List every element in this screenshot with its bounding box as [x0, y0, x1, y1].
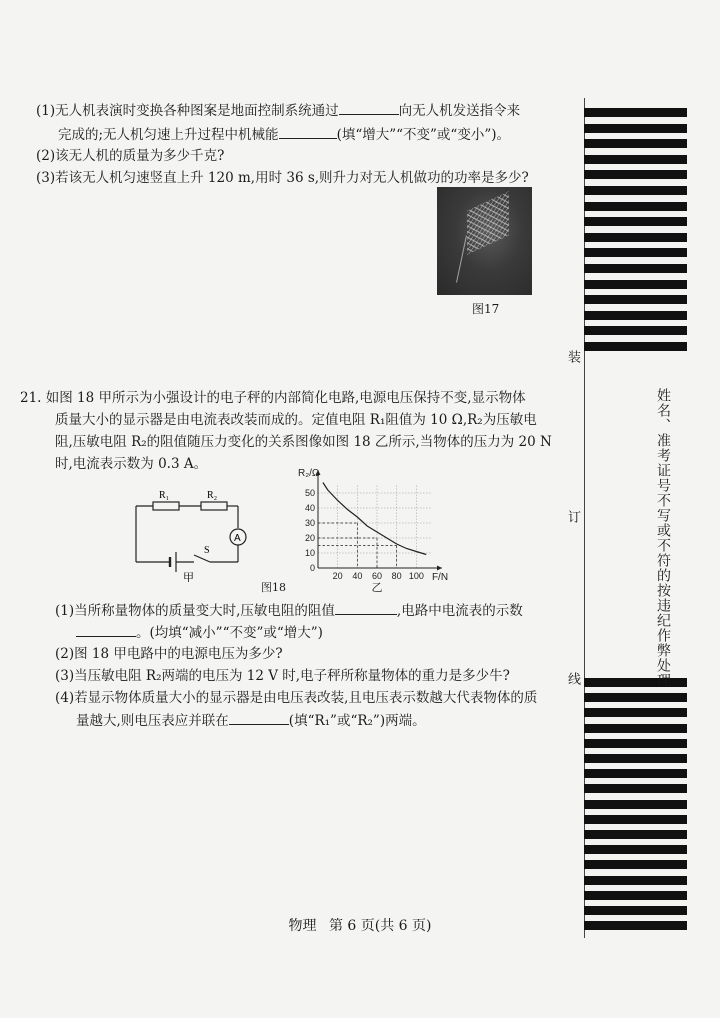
answer-blank[interactable] — [335, 600, 397, 615]
q21-stem-line4: 时,电流表示数为 0.3 A。 — [55, 456, 208, 472]
binding-stripe — [584, 139, 687, 148]
binding-notice: 姓名、准考证号不写或不符的按违纪作弊处理 — [655, 388, 671, 688]
binding-stripe — [584, 708, 687, 717]
answer-blank[interactable] — [76, 622, 136, 637]
binding-stripe — [584, 248, 687, 257]
x-tick-label: 100 — [408, 571, 424, 581]
q20-part1-line1: (1)无人机表演时变换各种图案是地面控制系统通过 向无人机发送指令来 — [36, 100, 520, 121]
binding-stripe — [584, 217, 687, 226]
binding-stripe — [584, 233, 687, 242]
q21-part1-line2: 。(均填“减小”“不变”或“增大”) — [76, 622, 323, 643]
answer-blank[interactable] — [279, 124, 337, 139]
q20-part2: (2)该无人机的质量为多少千克? — [36, 148, 225, 164]
y-tick-label: 40 — [304, 503, 315, 513]
binding-stripe — [584, 264, 687, 273]
binding-stripe — [584, 693, 687, 702]
binding-stripe — [584, 906, 687, 915]
figure-18-caption: 图18 — [261, 581, 286, 594]
switch-lever — [194, 555, 210, 562]
binding-stripe — [584, 124, 687, 133]
x-axis-label: F/N — [431, 572, 449, 583]
answer-blank[interactable] — [229, 710, 289, 725]
q21-stem-line2: 质量大小的显示器是由电流表改装而成的。定值电阻 R₁阻值为 10 Ω,R₂为压敏电 — [55, 412, 537, 428]
q20-part1-line2: 完成的;无人机匀速上升过程中机械能 (填“增大”“不变”或“变小”)。 — [58, 124, 510, 145]
binding-stripe — [584, 280, 687, 289]
binding-stripe — [584, 921, 687, 930]
binding-stripe — [584, 769, 687, 778]
x-tick-label: 40 — [352, 571, 363, 581]
binding-stripe — [584, 186, 687, 195]
binding-stripe — [584, 311, 687, 320]
figure-17-caption: 图17 — [472, 302, 500, 316]
q21-part1-line1: (1)当所称量物体的质量变大时,压敏电阻的阻值 ,电路中电流表的示数 — [55, 600, 523, 621]
binding-stripe — [584, 830, 687, 839]
binding-stripe — [584, 815, 687, 824]
binding-stripe — [584, 170, 687, 179]
resistor-r1 — [153, 502, 179, 510]
x-tick-label: 60 — [371, 571, 383, 581]
binding-stripe — [584, 800, 687, 809]
y-tick-label: 30 — [304, 518, 315, 528]
q21-part2: (2)图 18 甲电路中的电源电压为多少? — [55, 646, 283, 662]
q21-part4-line2: 量越大,则电压表应并联在 (填“R₁”或“R₂”)两端。 — [76, 710, 426, 731]
binding-stripe — [584, 739, 687, 748]
y-axis-label: R₂/Ω — [298, 468, 320, 479]
footer-subject: 物理 — [288, 918, 317, 934]
q21-stem-line3: 阻,压敏电阻 R₂的阻值随压力变化的关系图像如图 18 乙所示,当物体的压力为 20 N — [55, 434, 552, 450]
circuit-diagram — [128, 482, 263, 582]
r1-label: R₁ — [159, 490, 170, 501]
y-tick-label: 20 — [304, 533, 315, 543]
panel-label-yi: 乙 — [371, 582, 383, 592]
binding-stripe — [584, 845, 687, 854]
footer-page-number: 第 6 页(共 6 页) — [328, 918, 432, 934]
drone-trail — [456, 235, 467, 282]
x-axis-arrow — [437, 566, 442, 571]
binding-mark-top: 装 — [565, 350, 580, 364]
binding-mark-middle: 订 — [565, 510, 580, 524]
binding-stripe — [584, 326, 687, 335]
drone-net-shape — [467, 191, 509, 255]
x-tick-label: 80 — [391, 571, 402, 581]
binding-stripe — [584, 342, 687, 351]
y-tick-label: 10 — [304, 548, 315, 558]
q20-part3: (3)若该无人机匀速竖直上升 120 m,用时 36 s,则升力对无人机做功的功率是多少? — [36, 170, 529, 186]
chart-r2-vs-force — [282, 464, 452, 592]
binding-stripe — [584, 202, 687, 211]
q21-stem-line1: 21. 如图 18 甲所示为小强设计的电子秤的内部简化电路,电源电压保持不变,显示物体 — [20, 390, 526, 406]
resistor-r2 — [201, 502, 227, 510]
binding-stripe — [584, 754, 687, 763]
switch-label: S — [204, 545, 210, 556]
q21-part3: (3)当压敏电阻 R₂两端的电压为 12 V 时,电子秤所称量物体的重力是多少牛? — [55, 668, 510, 684]
y-tick-label: 50 — [304, 488, 315, 498]
binding-stripe — [584, 724, 687, 733]
binding-stripe — [584, 891, 687, 900]
binding-stripe — [584, 295, 687, 304]
figure-17-photo — [437, 187, 532, 295]
series-line-r2 — [323, 483, 426, 555]
binding-stripe — [584, 108, 687, 117]
binding-stripe — [584, 860, 687, 869]
binding-mark-bottom: 线 — [565, 672, 580, 686]
binding-stripe — [584, 876, 687, 885]
ammeter-label: A — [234, 533, 241, 544]
x-tick-label: 20 — [332, 571, 343, 581]
binding-stripe — [584, 155, 687, 164]
panel-label-jia: 甲 — [183, 571, 194, 582]
answer-blank[interactable] — [339, 100, 399, 115]
origin-label: 0 — [309, 563, 315, 573]
r2-label: R₂ — [207, 490, 218, 501]
binding-stripe — [584, 784, 687, 793]
q21-part4-line1: (4)若显示物体质量大小的显示器是由电压表改装,且电压表示数越大代表物体的质 — [55, 690, 538, 706]
